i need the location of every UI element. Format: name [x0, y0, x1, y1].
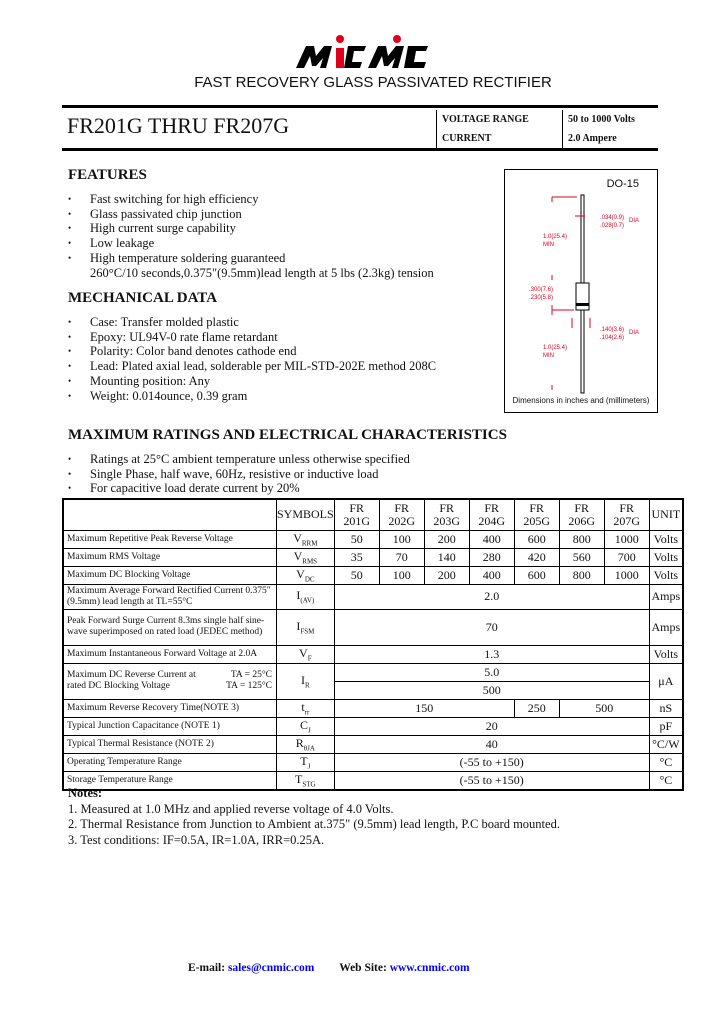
unit-cell: pF [649, 717, 683, 735]
dim-lead-dia-min: .028(0.7) [600, 223, 625, 229]
features-list [68, 192, 488, 280]
mechanical-item: • Weight: 0.014ounce, 0.39 gram [68, 389, 488, 404]
table-row [63, 753, 683, 771]
param-label: Maximum RMS Voltage [63, 548, 277, 566]
param-label: Maximum Instantaneous Forward Voltage at 2.0A [63, 645, 277, 663]
table-row [63, 663, 683, 681]
header-part: FR 203G [424, 499, 469, 530]
value-cell: 50 [334, 566, 379, 584]
note-item: 1. Measured at 1.0 MHz and applied reverse voltage of 4.0 Volts. [68, 801, 394, 816]
dim-lead-length: 1.0(25.4) [543, 234, 568, 240]
header-unit: UNIT [649, 499, 683, 530]
value-cell: 800 [559, 566, 604, 584]
part-range-title: FR201G THRU FR207G [67, 113, 290, 138]
param-label: Storage Temperature Range [63, 771, 277, 790]
condition-125c: TA = 125°C [226, 681, 272, 691]
symbol-cell: $T_J$ [277, 753, 335, 771]
param-label: Maximum DC Reverse Current at rated DC Blocking Voltage TA = 25°C TA = 125°C [63, 663, 277, 699]
param-label: Typical Thermal Resistance (NOTE 2) [63, 735, 277, 753]
mechanical-list [68, 315, 488, 403]
mechanical-heading: MECHANICAL DATA [68, 290, 218, 306]
header-part: FR 205G [514, 499, 559, 530]
note-item: 2. Thermal Resistance from Junction to Ambient at.375" (9.5mm) lead length, P.C board mounted. [68, 817, 560, 831]
voltage-range-label: VOLTAGE RANGE [442, 114, 529, 125]
table-row [63, 584, 683, 609]
feature-item: • High current surge capability [68, 221, 488, 236]
unit-cell: nS [649, 699, 683, 717]
feature-item-detail: 260°C/10 seconds,0.375"(9.5mm)lead length at 5 lbs (2.3kg) tension [90, 265, 434, 280]
value-cell: 560 [559, 548, 604, 566]
value-cell: 500 [559, 699, 649, 717]
value-cell: 250 [514, 699, 559, 717]
dim-body-dia-min: .104(2.6) [600, 335, 625, 341]
header-part: FR 207G [604, 499, 649, 530]
param-label: Typical Junction Capacitance (NOTE 1) [63, 717, 277, 735]
unit-cell: °C/W [649, 735, 683, 753]
symbol-cell: $R_{\theta JA}$ [277, 735, 335, 753]
value-cell: 70 [334, 609, 649, 645]
dim-lead-dia-max: .034(0.9) [600, 215, 625, 221]
mechanical-item: • Polarity: Color band denotes cathode end [68, 344, 488, 359]
symbol-cell: $V_{DC}$ [277, 566, 335, 584]
mechanical-item: • Lead: Plated axial lead, solderable per MIL-STD-202E method 208C [68, 359, 488, 374]
param-label: Maximum Reverse Recovery Time(NOTE 3) [63, 699, 277, 717]
current-value: 2.0 Ampere [568, 133, 617, 144]
unit-cell: Volts [649, 566, 683, 584]
dim-body-dia-label: DIA [629, 330, 640, 336]
symbol-cell: $V_{RMS}$ [277, 548, 335, 566]
notes-heading: Notes: [68, 786, 103, 800]
voltage-range-value: 50 to 1000 Volts [568, 114, 635, 125]
mechanical-item: • Epoxy: UL94V-0 rate flame retardant [68, 330, 488, 345]
feature-item: • Fast switching for high efficiency [68, 192, 488, 207]
dim-lead-length-min: MIN [543, 242, 554, 248]
email-link[interactable]: sales@cnmic.com [227, 962, 315, 974]
table-row [63, 717, 683, 735]
ratings-condition: • Ratings at 25°C ambient temperature unless otherwise specified [68, 452, 628, 467]
value-cell: 800 [559, 530, 604, 548]
value-cell: 700 [604, 548, 649, 566]
value-cell: 100 [379, 530, 424, 548]
value-cell: 1000 [604, 530, 649, 548]
package-caption: Dimensions in inches and (millimeters) [512, 396, 650, 405]
header-symbols: SYMBOLS [277, 499, 335, 530]
value-cell: 200 [424, 566, 469, 584]
value-cell: 50 [334, 530, 379, 548]
feature-item: • Glass passivated chip junction [68, 207, 488, 222]
symbol-cell: $C_J$ [277, 717, 335, 735]
footer [188, 962, 470, 974]
param-label: Operating Temperature Range [63, 753, 277, 771]
header-blank [63, 499, 277, 530]
value-cell: (-55 to +150) [334, 771, 649, 790]
document-subtitle: FAST RECOVERY GLASS PASSIVATED RECTIFIER [194, 74, 552, 91]
value-cell: (-55 to +150) [334, 753, 649, 771]
value-cell: 500 [334, 681, 649, 699]
feature-item: • High temperature soldering guaranteed [68, 251, 488, 266]
table-row [63, 645, 683, 663]
value-cell: 200 [424, 530, 469, 548]
symbol-cell: $T_{STG}$ [277, 771, 335, 790]
unit-cell: Volts [649, 530, 683, 548]
unit-cell: °C [649, 771, 683, 790]
dim-body-dia-max: .140(3.6) [600, 327, 625, 333]
table-row [63, 530, 683, 548]
param-label: Maximum Average Forward Rectified Current 0.375" (9.5mm) lead length at TL=55°C [63, 584, 277, 609]
mic-logo [296, 34, 436, 70]
value-cell: 1.3 [334, 645, 649, 663]
table-row [63, 566, 683, 584]
mechanical-item: • Mounting position: Any [68, 374, 488, 389]
ratings-table [62, 498, 684, 791]
dim-body-length-min: .230(5.8) [529, 295, 554, 301]
ratings-conditions [68, 452, 628, 496]
mechanical-item: • Case: Transfer molded plastic [68, 315, 488, 330]
condition-25c: TA = 25°C [230, 670, 272, 680]
unit-cell: Volts [649, 645, 683, 663]
notes [68, 786, 560, 848]
symbol-cell: $I_{(AV)}$ [277, 584, 335, 609]
table-row [63, 548, 683, 566]
package-name: DO-15 [606, 178, 639, 190]
ratings-condition: • Single Phase, half wave, 60Hz, resistive or inductive load [68, 467, 628, 482]
website-label: Web Site: [339, 962, 387, 974]
unit-cell: Volts [649, 548, 683, 566]
header-part: FR 206G [559, 499, 604, 530]
symbol-cell: $t_{rr}$ [277, 699, 335, 717]
value-cell: 140 [424, 548, 469, 566]
value-cell: 600 [514, 530, 559, 548]
current-label: CURRENT [442, 133, 492, 144]
package-outline-diagram [504, 169, 658, 413]
value-cell: 280 [469, 548, 514, 566]
value-cell: 400 [469, 530, 514, 548]
diode-drawing [505, 170, 657, 400]
value-cell: 600 [514, 566, 559, 584]
symbol-cell: $I_{FSM}$ [277, 609, 335, 645]
features-heading: FEATURES [68, 167, 147, 183]
symbol-cell: $V_F$ [277, 645, 335, 663]
value-cell: 100 [379, 566, 424, 584]
value-cell: 2.0 [334, 584, 649, 609]
header-part: FR 201G [334, 499, 379, 530]
dim-lead-dia-label: DIA [629, 218, 640, 224]
email-label: E-mail: [188, 962, 226, 974]
dim-body-length-max: .300(7.6) [529, 287, 554, 293]
param-label: Maximum DC Blocking Voltage [63, 566, 277, 584]
header-part: FR 202G [379, 499, 424, 530]
param-label: Peak Forward Surge Current 8.3ms single half sine-wave superimposed on rated load (JEDEC method) [63, 609, 277, 645]
param-label: Maximum Repetitive Peak Reverse Voltage [63, 530, 277, 548]
symbol-cell: $V_{RRM}$ [277, 530, 335, 548]
feature-item: • Low leakage [68, 236, 488, 251]
ratings-heading: MAXIMUM RATINGS AND ELECTRICAL CHARACTERISTICS [68, 427, 507, 443]
unit-cell: Amps [649, 584, 683, 609]
ratings-condition: • For capacitive load derate current by 20% [68, 481, 628, 496]
value-cell: 1000 [604, 566, 649, 584]
header-part: FR 204G [469, 499, 514, 530]
value-cell: 70 [379, 548, 424, 566]
value-cell: 35 [334, 548, 379, 566]
bottom-rule [62, 148, 658, 151]
value-cell: 20 [334, 717, 649, 735]
note-item: 3. Test conditions: IF=0.5A, IR=1.0A, IRR=0.25A. [68, 832, 325, 847]
table-row [63, 735, 683, 753]
dim-lead-length-2: 1.0(25.4) [543, 345, 568, 351]
table-row [63, 609, 683, 645]
unit-cell: Amps [649, 609, 683, 645]
top-rule [62, 105, 658, 108]
value-cell: 420 [514, 548, 559, 566]
value-cell: 40 [334, 735, 649, 753]
website-link[interactable]: www.cnmic.com [389, 962, 470, 974]
unit-cell: °C [649, 753, 683, 771]
unit-cell: μA [649, 663, 683, 699]
table-row [63, 699, 683, 717]
dim-lead-length-2-min: MIN [543, 353, 554, 359]
value-cell: 5.0 [334, 663, 649, 681]
symbol-cell: $I_R$ [277, 663, 335, 699]
value-cell: 400 [469, 566, 514, 584]
value-cell: 150 [334, 699, 514, 717]
